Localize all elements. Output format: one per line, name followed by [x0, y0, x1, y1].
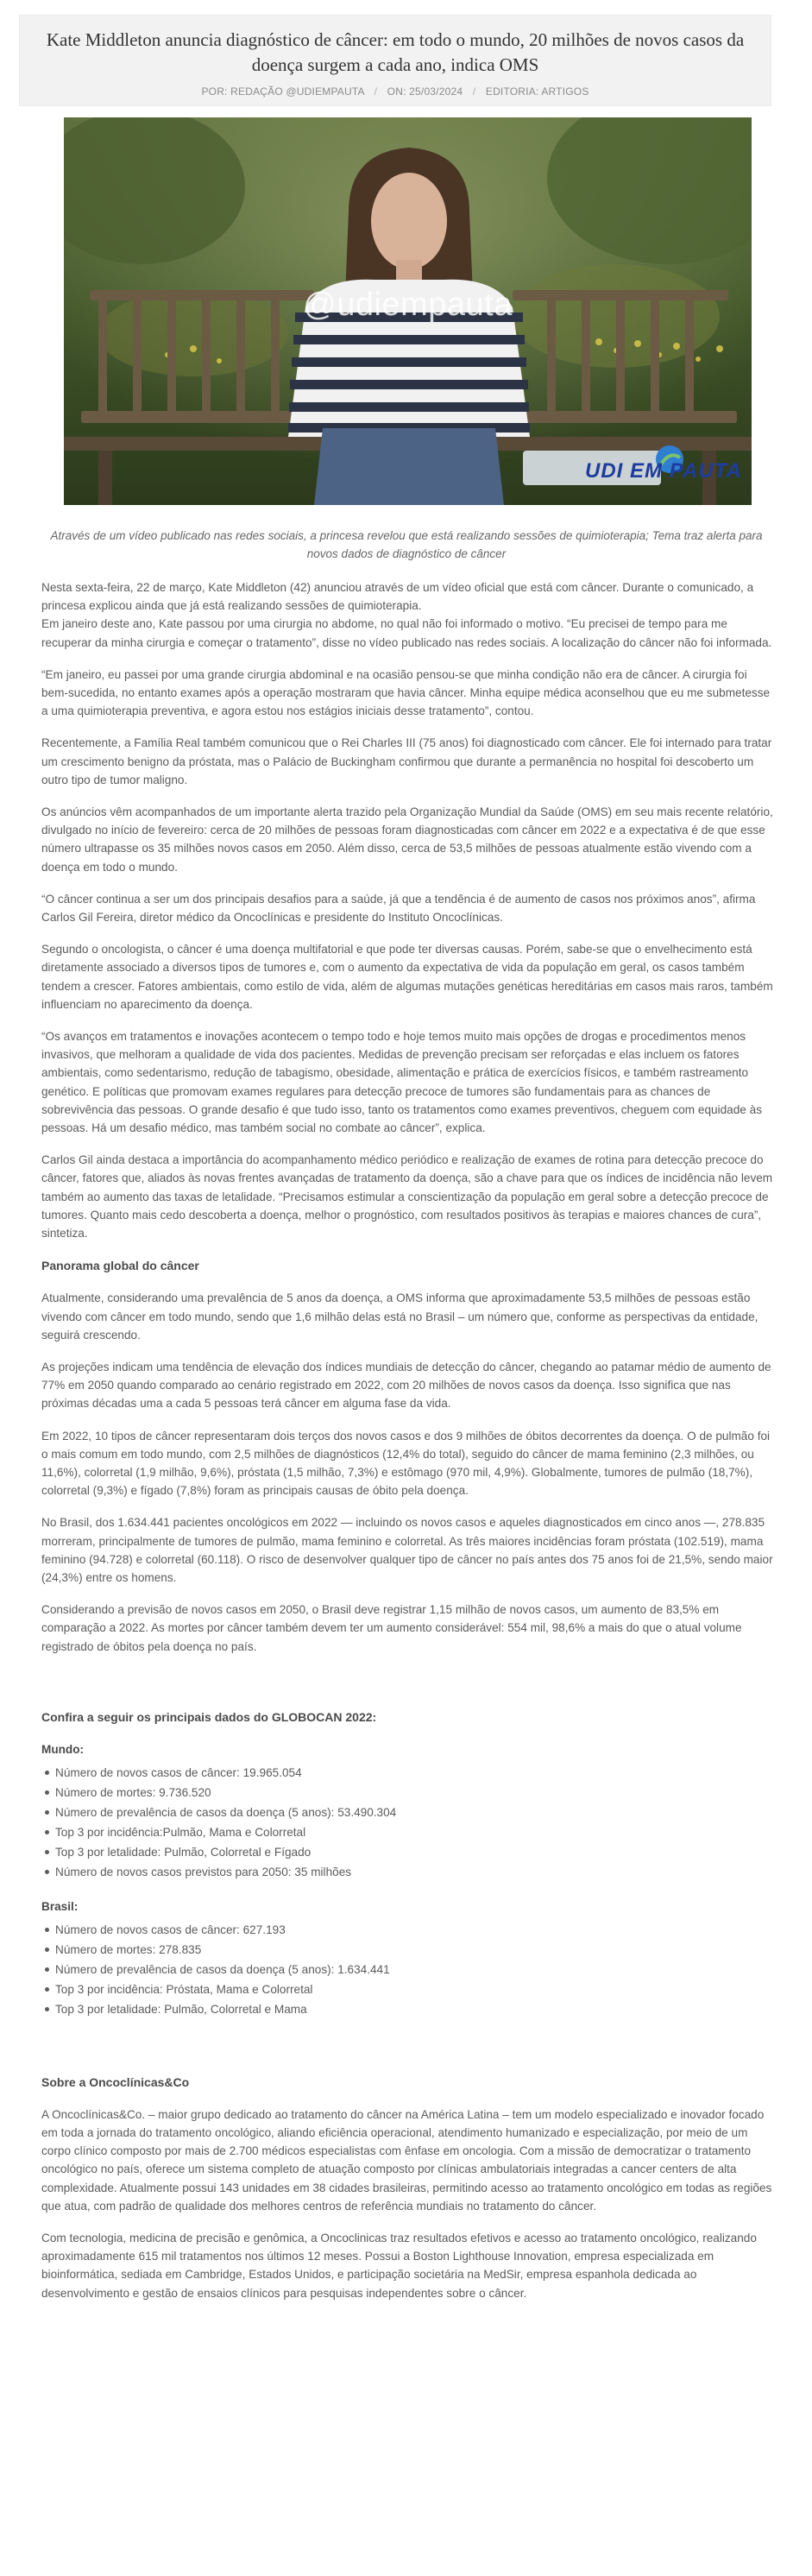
list-item: Número de prevalência de casos da doença (5 anos): 1.634.441 — [41, 1960, 777, 1979]
list-item: Número de mortes: 9.736.520 — [41, 1783, 777, 1803]
list-item: Top 3 por letalidade: Pulmão, Colorretal e Mama — [41, 1999, 777, 2019]
body-paragraph: Os anúncios vêm acompanhados de um importante alerta trazido pela Organização Mundial da Saúde (OMS) em seu mais recente relatório, divulgado no início de fevereiro: cerca de 20 milhões de pessoas foram diagnosticadas com câncer em 2022 e a expectativa é de que esse número ultrapasse os 35 milhões novos casos em 2050. Além disso, cerca de 53,5 milhões de pessoas atualmente estão vivendo com a doença em todo o mundo. — [41, 805, 773, 874]
article-header — [19, 15, 771, 106]
list-item: Número de mortes: 278.835 — [41, 1940, 777, 1960]
article-title: Kate Middleton anuncia diagnóstico de câncer: em todo o mundo, 20 milhões de novos casos da doença surgem a cada ano, indica OMS — [46, 29, 745, 75]
world-data-list — [41, 1763, 777, 1882]
brazil-data-list — [41, 1920, 777, 2019]
list-item: Número de novos casos de câncer: 627.193 — [41, 1920, 777, 1940]
watermark-text: @udiempauta — [303, 287, 513, 323]
section-heading-globocan: Confira a seguir os principais dados do GLOBOCAN 2022: — [41, 1709, 377, 1724]
body-paragraph: Em 2022, 10 tipos de câncer representaram dois terços dos novos casos e dos 9 milhões de óbitos decorrentes da doença. O de pulmão foi o mais comum em todo mundo, com 2,5 milhões de diagnósticos (12,4% do total), seguido do câncer de mama feminino (2,3 milhões, ou 11,6%), colorretal (1,9 milhão, 9,6%), próstata (1,5 milhão, 7,3%) e estômago (970 mil, 4,9%). Globalmente, tumores de pulmão (18,7%), colorretal (9,3%) e fígado (7,8%) foram as principais causas de óbito pela doença. — [41, 1429, 771, 1498]
body-paragraph: Segundo o oncologista, o câncer é uma doença multifatorial e que pode ter diversas causas. Porém, sabe-se que o envelhecimento está diretamente associado a diversos tipos de tumores e, com o aumento da expectativa de vida da população em geral, os casos também tendem a crescer. Fatores ambientais, como estilo de vida, além de algumas mutações genéticas hereditárias em casos mais raros, também influenciam no aparecimento da doença. — [41, 943, 773, 1011]
body-paragraph: Considerando a previsão de novos casos em 2050, o Brasil deve registrar 1,15 milhão de novos casos, um aumento de 83,5% em comparação a 2022. As mortes por câncer também devem ter um aumento considerável: 554 mil, 98,6% a mais do que o atual volume registrado de óbitos pela doença no país. — [41, 1603, 742, 1653]
body-paragraph: Com tecnologia, medicina de precisão e genômica, a Oncoclinicas traz resultados efetivos e acesso ao tratamento oncológico, realizando aproximadamente 615 mil tratamentos nos últimos 12 meses. Possui a Boston Lighthouse Innovation, empresa especializada em bioinformática, sediada em Cambridge, Estados Unidos, e participação societária na MedSir, empresa espanhola dedicada ao desenvolvimento e gestão de ensaios clínicos para pesquisas independentes sobre o câncer. — [41, 2231, 757, 2300]
list-item: Número de prevalência de casos da doença (5 anos): 53.490.304 — [41, 1803, 777, 1822]
list-item: Número de novos casos de câncer: 19.965.054 — [41, 1763, 777, 1783]
section-heading-about: Sobre a Oncoclínicas&Co — [41, 2074, 190, 2089]
body-paragraph: Nesta sexta-feira, 22 de março, Kate Middleton (42) anunciou através de um vídeo oficial que está com câncer. Durante o comunicado, a princesa explicou ainda que já está realizando sessões de quimioterapia. — [41, 581, 754, 613]
body-paragraph: “Em janeiro, eu passei por uma grande cirurgia abdominal e na ocasião pensou-se que minha condição não era de câncer. A cirurgia foi bem-sucedida, no entanto exames após a operação mostraram que havia câncer. Minha equipe médica aconselhou que eu me submetesse a uma quimioterapia preventiva, e agora estou nos estágios iniciais desse tratamento”, contou. — [41, 667, 771, 718]
list-item: Top 3 por incidência:Pulmão, Mama e Colorretal — [41, 1822, 777, 1842]
meta-separator: / — [472, 85, 476, 98]
body-paragraph: A Oncoclínicas&Co. – maior grupo dedicado ao tratamento do câncer na América Latina – tem um modelo especializado e inovador focado em toda a jornada do tratamento oncológico, aliando eficiência operacional, atendimento humanizado e especialização, por meio de um corpo clínico composto por mais de 2.700 médicos especialistas com ênfase em oncologia. Com a missão de democratizar o tratamento oncológico no país, oferece um sistema completo de atuação composto por clínicas ambulatoriais integradas a cancer centers de alta complexidade. Atualmente possui 143 unidades em 38 cidades brasileiras, permitindo acesso ao tratamento oncológico em todas as regiões que atua, com padrão de qualidade dos melhores centros de referência mundiais no tratamento do câncer. — [41, 2107, 772, 2213]
spacer — [41, 1670, 777, 1708]
body-paragraph: Recentemente, a Família Real também comunicou que o Rei Charles III (75 anos) foi diagnosticado com câncer. Ele foi internado para tratar um crescimento benigno da próstata, mas o Palácio de Buckingham confirmou que durante a permanência no hospital foi descoberto um outro tipo de tumor maligno. — [41, 736, 772, 786]
image-caption: Através de um vídeo publicado nas redes sociais, a princesa revelou que está realizando sessões de quimioterapia; Tema traz alerta para novos dados de diagnóstico de câncer — [50, 529, 763, 560]
article-body — [41, 578, 777, 2316]
list-item: Top 3 por incidência: Próstata, Mama e Colorretal — [41, 1979, 777, 1999]
brazil-label: Brasil: — [41, 1899, 79, 1913]
body-paragraph: No Brasil, dos 1.634.441 pacientes oncológicos em 2022 — incluindo os novos casos e aqueles diagnosticados em cinco anos —, 278.835 morreram, principalmente de tumores de pulmão, mama feminino e colorretal. As três maiores incidências foram próstata (102.519), mama feminino (94.728) e colorretal (60.118). O risco de desenvolver qualquer tipo de câncer no país antes dos 75 anos foi de 21,5%, sendo maior (24,3%) entre os homens. — [41, 1516, 773, 1584]
date-label: ON: — [387, 85, 406, 98]
author-label: POR: — [201, 85, 228, 98]
logo-text: UDI EM PAUTA — [585, 459, 742, 483]
spacer — [41, 2035, 777, 2073]
list-item: Número de novos casos previstos para 2050: 35 milhões — [41, 1862, 777, 1882]
author-link[interactable]: REDAÇÃO @UDIEMPAUTA — [230, 85, 365, 98]
hero-image — [64, 117, 752, 505]
body-paragraph: Carlos Gil ainda destaca a importância do acompanhamento médico periódico e realização de exames de rotina para detecção precoce do câncer, fatores que, aliados às novas frentes avançadas de tratamento da doença, são a chave para que os índices de incidência não levem também ao aumento das taxas de letalidade. “Precisamos estimular a conscientização da população em geral sobre a detecção precoce de tumores. Quanto mais cedo descoberta a doença, melhor o prognóstico, com resultados positivos às terapias e maiores chances de cura”, sintetiza. — [41, 1153, 773, 1241]
category-link[interactable]: ARTIGOS — [541, 85, 589, 98]
publish-date: 25/03/2024 — [409, 85, 463, 98]
body-paragraph: Em janeiro deste ano, Kate passou por uma cirurgia no abdome, no qual não foi informado o motivo. “Eu precisei de tempo para me recuperar da minha cirurgia e começar o tratamento”, disse no vídeo publicado nas redes sociais. A localização do câncer não foi informada. — [41, 617, 772, 649]
body-paragraph: As projeções indicam uma tendência de elevação dos índices mundiais de detecção do câncer, chegando ao patamar médio de aumento de 77% em 2050 quando comparado ao cenário registrado em 2022, com 20 milhões de novos casos da doença. Isso significa que nas próximas décadas uma a cada 5 pessoas terá câncer em alguma fase da vida. — [41, 1360, 771, 1411]
section-heading-global: Panorama global do câncer — [41, 1259, 199, 1273]
world-label: Mundo: — [41, 1742, 85, 1756]
body-paragraph: Atualmente, considerando uma prevalência de 5 anos da doença, a OMS informa que aproximadamente 53,5 milhões de pessoas estão vivendo com câncer em todo mundo, sendo que 1,6 milhão delas está no Brasil – um número que, conforme as perspectivas da entidade, seguirá crescendo. — [41, 1291, 758, 1342]
list-item: Top 3 por letalidade: Pulmão, Colorretal e Fígado — [41, 1842, 777, 1862]
category-label: EDITORIA: — [485, 85, 539, 98]
body-paragraph: “Os avanços em tratamentos e inovações acontecem o tempo todo e hoje temos muito mais opções de drogas e procedimentos menos invasivos, que melhoram a qualidade de vida dos pacientes. Medidas de prevenção precisam ser reforçadas e elas incluem os fatores ambientais, como sedentarismo, redução de tabagismo, obesidade, alimentação e prática de exercícios físicos, e também rastreamento genético. E políticas que promovam exames regulares para detecção precoce de tumores são fundamentais para as chances de sobrevivência das pessoas. O grande desafio é que tudo isso, tanto os tratamentos como exames preventivos, cheguem com equidade às pessoas. Há um desafio médico, mas também social no combate ao câncer”, explica. — [41, 1030, 762, 1135]
meta-separator: / — [374, 85, 378, 98]
body-paragraph: “O câncer continua a ser um dos principais desafios para a saúde, já que a tendência é de aumento de casos nos próximos anos”, afirma Carlos Gil Fereira, diretor médico da Oncoclínicas e presidente do Instituto Oncoclínicas. — [41, 892, 756, 925]
article-meta — [20, 85, 771, 98]
